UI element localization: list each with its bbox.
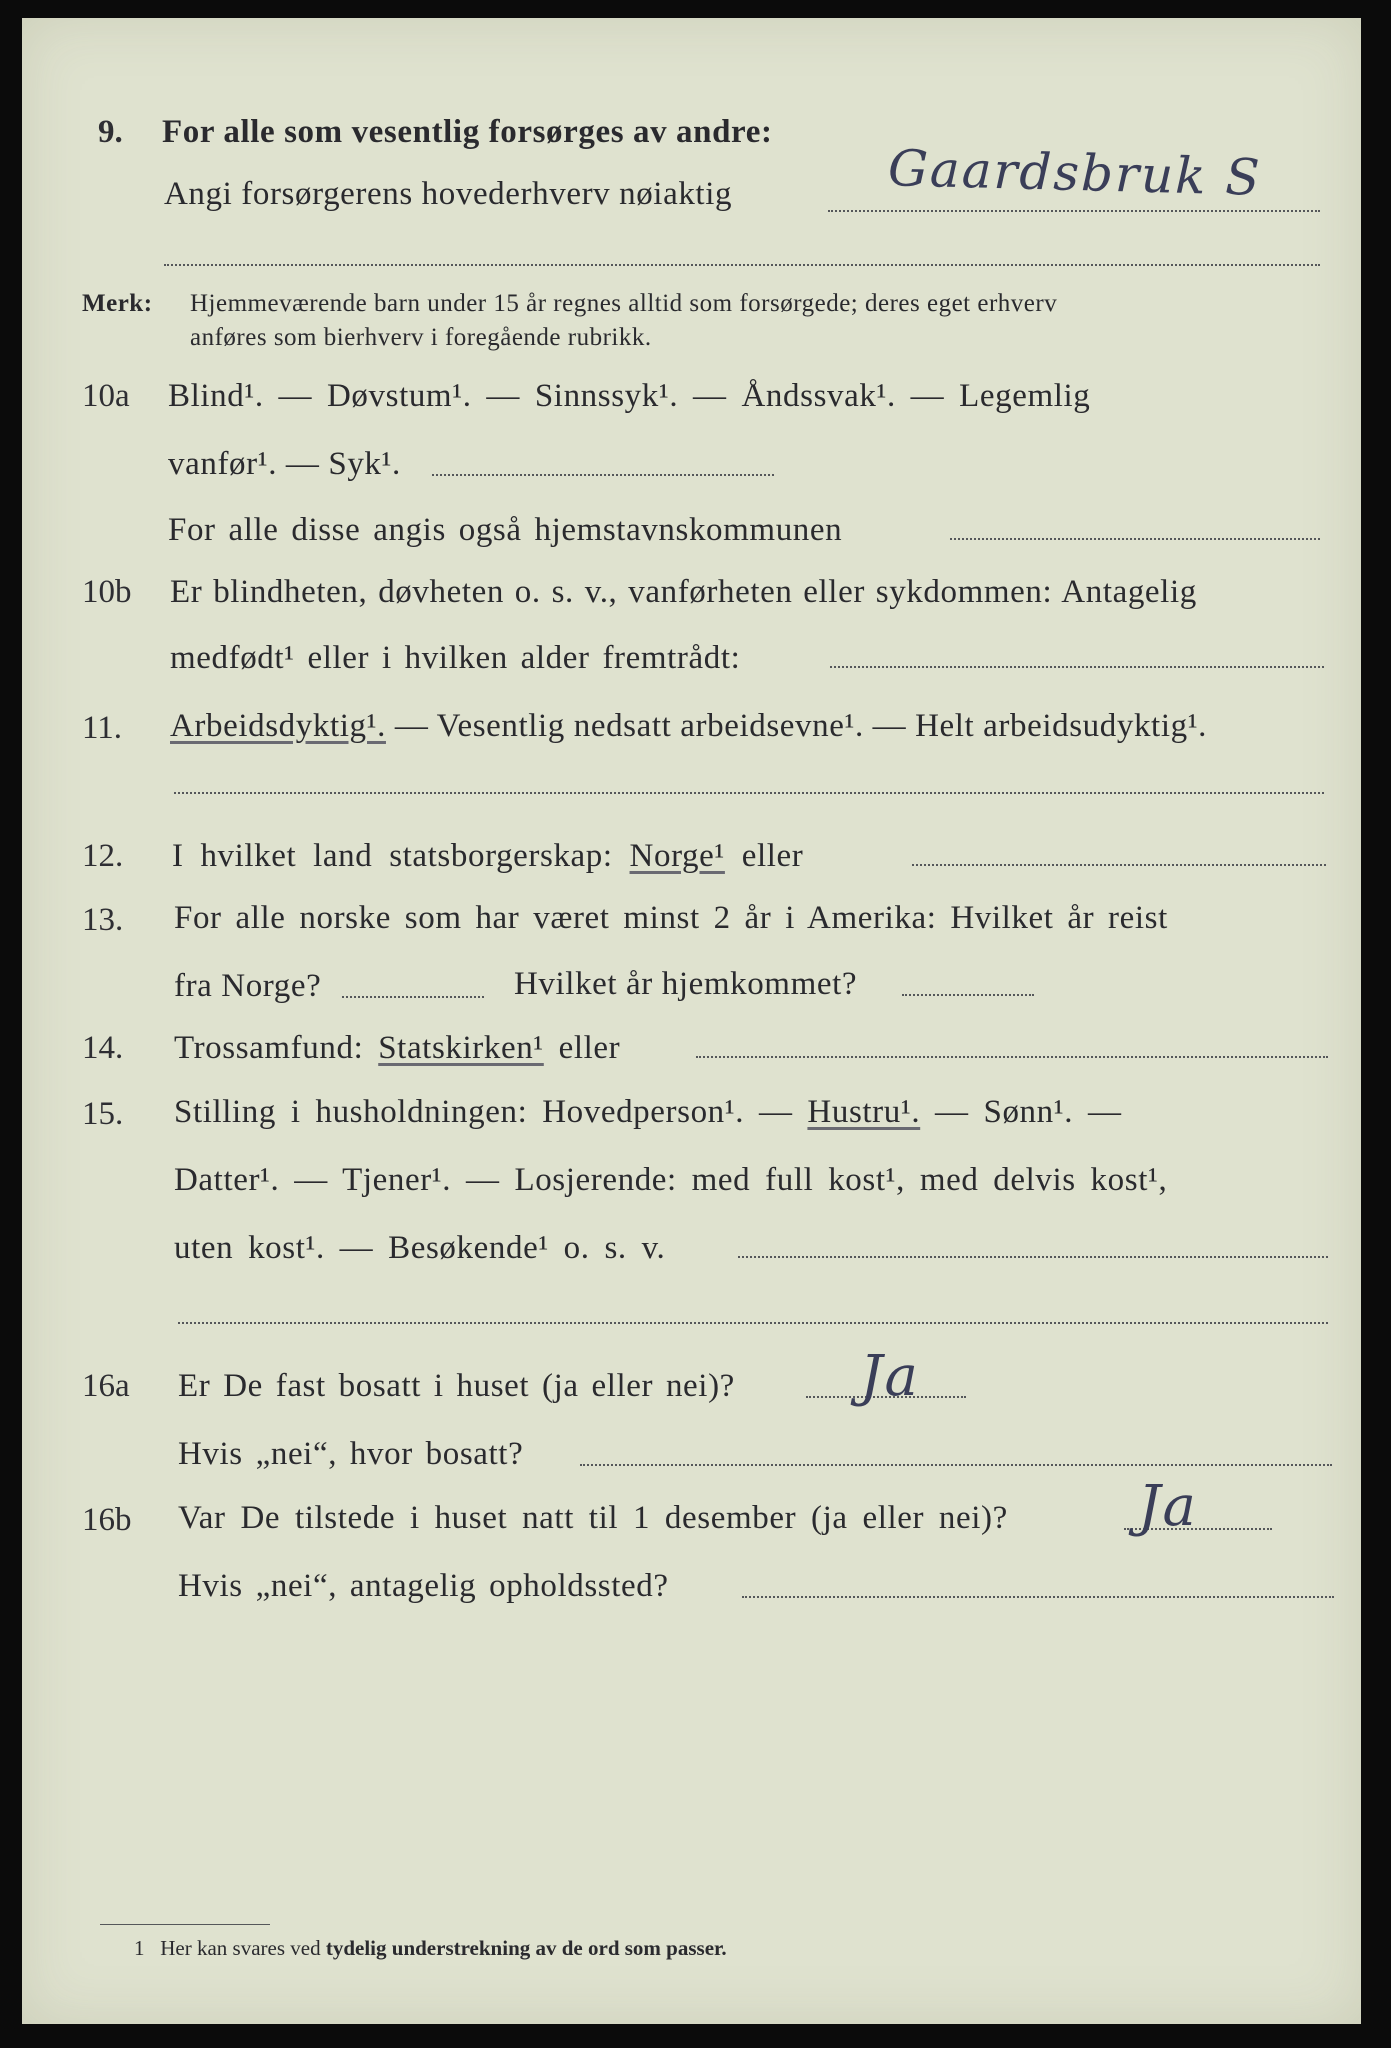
- q9-number: 9.: [98, 114, 123, 150]
- q10a-line-2: vanfør¹. — Syk¹.: [168, 446, 401, 482]
- q11-number: 11.: [82, 710, 123, 746]
- q10a-hjemstavn-line: [950, 538, 1320, 540]
- q12-number: 12.: [82, 838, 124, 874]
- q13-line-2b: Hvilket år hjemkommet?: [514, 966, 858, 1002]
- q16a-bosatt-line: [580, 1464, 1332, 1466]
- census-form-page: [22, 18, 1361, 2024]
- q16b-line-1: Var De tilstede i huset natt til 1 desember (ja eller nei)?: [178, 1500, 1008, 1536]
- q16a-line-2: Hvis „nei“, hvor bosatt?: [178, 1436, 524, 1472]
- q15-line-1: [174, 1094, 1122, 1131]
- footnote-text: Her kan svares ved: [160, 1936, 326, 1960]
- q16a-line-1: Er De fast bosatt i huset (ja eller nei)?: [178, 1368, 735, 1404]
- q14-text: [174, 1030, 620, 1067]
- q14-number: 14.: [82, 1030, 124, 1066]
- q10a-line-1: Blind¹. — Døvstum¹. — Sinnssyk¹. — Åndssvak¹. — Legemlig: [168, 378, 1091, 414]
- q11-options: [170, 708, 1207, 745]
- q15-line-3: uten kost¹. — Besøkende¹ o. s. v.: [174, 1230, 666, 1266]
- q11-extra-line: [174, 792, 1324, 794]
- q16a-handwritten-answer: Ja: [860, 1344, 920, 1409]
- q10b-alder-line: [830, 666, 1324, 668]
- q10a-line-3: For alle disse angis også hjemstavnskommunen: [168, 512, 843, 548]
- q15-answer-line: [738, 1256, 1328, 1258]
- q15-line-1-end: — Sønn¹. —: [920, 1094, 1122, 1130]
- q12-answer-line: [912, 864, 1326, 866]
- q16b-opholdssted-line: [742, 1596, 1334, 1598]
- note-line-2: anføres som bierhverv i foregående rubrikk.: [190, 324, 652, 351]
- q16b-number: 16b: [82, 1502, 132, 1538]
- footnote: [134, 1936, 727, 1961]
- q9-answer-line: [828, 210, 1320, 212]
- q9-handwritten-answer: Gaardsbruk S: [887, 139, 1263, 207]
- footnote-rule: [100, 1924, 270, 1925]
- q10b-line-1: Er blindheten, døvheten o. s. v., vanførheten eller sykdommen: Antagelig: [170, 574, 1197, 610]
- q10a-syk-line: [432, 474, 774, 476]
- note-label: Merk:: [82, 290, 153, 317]
- q14-answer-line: [696, 1056, 1328, 1058]
- q12-text: [172, 838, 803, 875]
- q12-question: I hvilket land statsborgerskap:: [172, 838, 613, 874]
- footnote-text-bold: tydelig understrekning av de ord som passer.: [325, 1936, 727, 1960]
- q14-question: Trossamfund:: [174, 1030, 364, 1066]
- q10b-line-2: medfødt¹ eller i hvilken alder fremtrådt:: [170, 640, 741, 676]
- q15-extra-line: [178, 1322, 1328, 1324]
- footnote-mark: 1: [134, 1936, 145, 1960]
- q11-other-options: — Vesentlig nedsatt arbeidsevne¹. — Helt arbeidsudyktig¹.: [385, 708, 1208, 744]
- q9-extra-line: [164, 264, 1320, 266]
- q15-line-2: Datter¹. — Tjener¹. — Losjerende: med full kost¹, med delvis kost¹,: [174, 1162, 1168, 1198]
- q12-eller: eller: [724, 838, 804, 874]
- q13-reist-line: [342, 996, 484, 998]
- note-line-1: Hjemmeværende barn under 15 år regnes alltid som forsørgede; deres eget erhverv: [190, 290, 1058, 317]
- q15-option-hustru: Hustru¹.: [807, 1094, 921, 1130]
- q13-line-2a: fra Norge?: [174, 968, 322, 1004]
- q13-line-1: For alle norske som har været minst 2 år i Amerika: Hvilket år reist: [174, 900, 1168, 936]
- q13-number: 13.: [82, 902, 124, 938]
- q9-title: For alle som vesentlig forsørges av andre:: [162, 114, 773, 150]
- q11-option-arbeidsdyktig: Arbeidsdyktig¹.: [170, 708, 386, 744]
- q16b-handwritten-answer: Ja: [1138, 1474, 1198, 1539]
- q16b-line-2: Hvis „nei“, antagelig opholdssted?: [178, 1568, 669, 1604]
- q15-number: 15.: [82, 1096, 124, 1132]
- q9-label: Angi forsørgerens hovederhverv nøiaktig: [164, 176, 733, 212]
- q14-eller: eller: [543, 1030, 621, 1066]
- q12-option-norge: Norge¹: [629, 838, 725, 874]
- q10b-number: 10b: [82, 574, 132, 610]
- q13-hjemkommet-line: [902, 994, 1034, 996]
- q15-line-1-start: Stilling i husholdningen: Hovedperson¹. —: [174, 1094, 793, 1130]
- q10a-number: 10a: [82, 378, 130, 414]
- q16a-number: 16a: [82, 1368, 130, 1404]
- q14-option-statskirken: Statskirken¹: [378, 1030, 544, 1066]
